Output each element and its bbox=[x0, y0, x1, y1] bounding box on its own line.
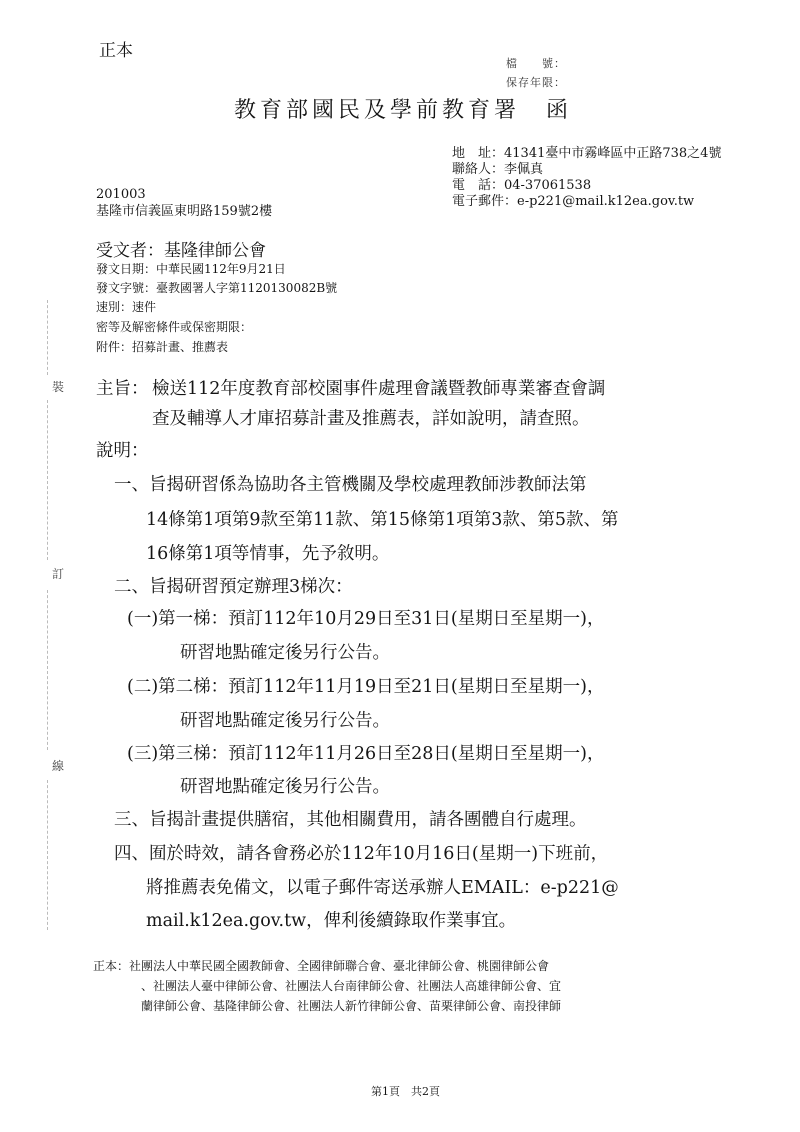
binding-mark: 訂 bbox=[52, 567, 65, 581]
binding-line bbox=[47, 590, 49, 750]
sender-address: 地 址：41341臺中市霧峰區中正路738之4號 bbox=[452, 146, 722, 161]
subject-label: 主旨： bbox=[96, 379, 149, 399]
sub-item-line: 研習地點確定後另行公告。 bbox=[180, 643, 390, 663]
binding-mark: 線 bbox=[52, 759, 65, 773]
document-number: 發文字號：臺教國署人字第1120130082B號 bbox=[96, 281, 338, 295]
item-line: 四、囿於時效，請各會務必於112年10月16日(星期一)下班前， bbox=[114, 844, 609, 864]
item-line: 二、旨揭研習預定辦理3梯次： bbox=[114, 577, 353, 597]
item-line: 一、旨揭研習係為協助各主管機關及學校處理教師涉教師法第 bbox=[114, 475, 587, 495]
speed: 速別：速件 bbox=[96, 300, 157, 314]
recipient-street: 基隆市信義區東明路159號2樓 bbox=[96, 204, 273, 219]
cc-line: 正本：社團法人中華民國全國教師會、全國律師聯合會、臺北律師公會、桃園律師公會 bbox=[93, 959, 550, 973]
item-line: 將推薦表免備文，以電子郵件寄送承辦人EMAIL：e-p221@ bbox=[146, 878, 619, 898]
sub-item-line: 研習地點確定後另行公告。 bbox=[180, 711, 390, 731]
binding-mark: 裝 bbox=[52, 380, 65, 394]
sender-email: 電子郵件：e-p221@mail.k12ea.gov.tw bbox=[452, 194, 695, 209]
item-line: 14條第1項第9款至第11款、第15條第1項第3款、第5款、第 bbox=[146, 510, 619, 530]
binding-line bbox=[47, 300, 49, 375]
item-line: mail.k12ea.gov.tw，俾利後續錄取作業事宜。 bbox=[146, 911, 517, 931]
file-number-label: 檔 號： bbox=[506, 57, 566, 70]
copy-mark: 正本 bbox=[99, 41, 133, 61]
recipient-postal-code: 201003 bbox=[96, 187, 146, 202]
item-line: 三、旨揭計畫提供膳宿，其他相關費用，請各團體自行處理。 bbox=[114, 810, 587, 830]
cc-line: 蘭律師公會、基隆律師公會、社團法人新竹律師公會、苗栗律師公會、南投律師 bbox=[141, 999, 562, 1013]
subject-line: 查及輔導人才庫招募計畫及推薦表，詳如說明，請查照。 bbox=[152, 409, 590, 429]
retention-label: 保存年限： bbox=[506, 76, 566, 89]
attachment: 附件：招募計畫、推薦表 bbox=[96, 340, 229, 354]
sub-item-line: 研習地點確定後另行公告。 bbox=[180, 777, 390, 797]
sub-item-line: (三)第三梯：預訂112年11月26日至28日(星期日至星期一)， bbox=[127, 744, 605, 764]
sub-item-line: (二)第二梯：預訂112年11月19日至21日(星期日至星期一)， bbox=[127, 677, 605, 697]
issue-date: 發文日期：中華民國112年9月21日 bbox=[96, 262, 286, 276]
binding-line bbox=[47, 780, 49, 930]
sub-item-line: (一)第一梯：預訂112年10月29日至31日(星期日至星期一)， bbox=[127, 609, 605, 629]
item-line: 16條第1項等情事，先予敘明。 bbox=[146, 544, 390, 564]
explanation-label: 說明： bbox=[96, 441, 149, 461]
subject-line: 檢送112年度教育部校園事件處理會議暨教師專業審查會調 bbox=[152, 379, 606, 399]
sender-phone: 電 話：04-37061538 bbox=[452, 178, 592, 193]
cc-line: 、社團法人臺中律師公會、社團法人台南律師公會、社團法人高雄律師公會、宜 bbox=[141, 979, 562, 993]
page-number: 第1頁 共2頁 bbox=[371, 1085, 440, 1098]
sender-contact: 聯絡人：李佩真 bbox=[452, 162, 544, 177]
secrecy: 密等及解密條件或保密期限： bbox=[96, 320, 253, 334]
binding-line bbox=[47, 400, 49, 560]
recipient: 受文者：基隆律師公會 bbox=[96, 241, 266, 261]
document-title: 教育部國民及學前教育署 函 bbox=[234, 98, 573, 123]
